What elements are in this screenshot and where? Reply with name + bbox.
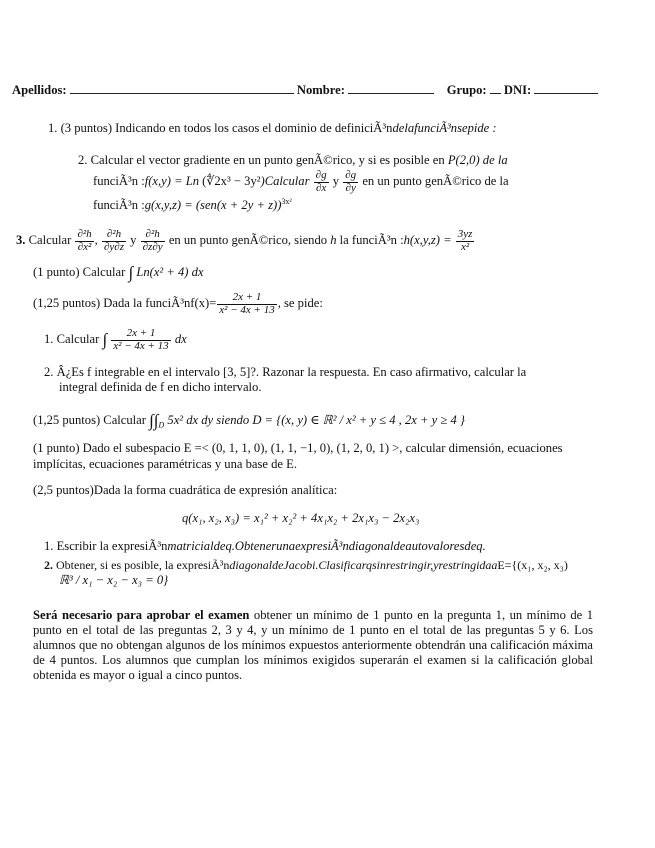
question-text-italic: delafunciÃ³nsepide :: [392, 121, 497, 135]
formula: q(x₁, x₂, x₃) = x₁² + x₂² + 4x₁x₂ + 2x₁x₃ − 2x₂x₃: [182, 511, 420, 525]
numerator: 3yz: [457, 228, 473, 240]
numerator: ∂g: [345, 169, 357, 181]
question-2-line-2: funciÃ³n :f(x,y) = Ln (∜2x³ − 3y²)Calcular $\frac{\partial g}{\partial x}$ y $\frac{\partial g}{\partial y}$ en un punto genÃ©rico de la: [93, 169, 509, 194]
question-7-line-1: [33, 441, 563, 456]
numerator: ∂²h: [102, 229, 126, 242]
grupo-field[interactable]: [490, 81, 501, 94]
fraction: [141, 229, 165, 253]
denominator: x² − 4x + 13: [219, 303, 275, 316]
footer-text: obtener un mínimo de 1 punto en la pregunta 1, un mínimo de 1 punto en el total de las preguntas 2, 3 y 4, y un mínimo de 1 punto en el total de las preguntas 5 y 6. Los alumnos que no obtengan algunos de los mínimos expuestos anteriormente obtendrán una calificación máxima de 4 puntos. Los alumnos que cumplan los mínimos exigidos superarán el examen si la calificación global obtenida es mayor o igual a cinco puntos.: [33, 608, 594, 682]
text: )Calcular: [260, 173, 310, 188]
root-formula: ∜2x³ − 3y²: [206, 173, 261, 188]
item-text: E={(x₁, x₂, x₃): [497, 558, 568, 572]
item-number: 1.: [44, 539, 54, 553]
fraction: [314, 170, 329, 194]
denominator: ∂z∂y: [142, 240, 163, 253]
denominator: ∂x: [315, 181, 327, 194]
question-7-line-2: [33, 457, 297, 472]
question-text: (1,25 puntos) Calcular: [33, 413, 146, 428]
question-8-item-2-line-2: [59, 573, 168, 588]
grupo-label: Grupo:: [446, 83, 487, 97]
question-5-item-1: [44, 328, 187, 352]
question-1: [48, 121, 497, 136]
text: , se pide:: [277, 295, 323, 310]
question-8-item-1: [44, 539, 486, 554]
integral-sign: ∫: [102, 329, 108, 349]
apellidos-field[interactable]: [70, 81, 294, 94]
dni-label: DNI:: [503, 83, 532, 97]
question-text: (1 punto) Calcular: [33, 265, 126, 280]
nombre-label: Nombre:: [296, 83, 345, 97]
differential: dx: [174, 331, 187, 346]
item-number: 2.: [44, 365, 54, 379]
variable: h: [330, 232, 337, 247]
item-text-italic: matricialdeq.ObtenerunaexpresiÃ³ndiagonaldeautovaloresdeq.: [167, 539, 486, 553]
integrand: Ln(x² + 4) dx: [136, 265, 204, 280]
formula: h(x,y,z) =: [403, 232, 452, 247]
text: y: [332, 173, 340, 188]
footer-bold: Será necesario para aprobar el examen: [33, 608, 250, 622]
point-text: P(2,0) de la: [447, 153, 508, 167]
denominator: x² − 4x + 13: [113, 339, 169, 352]
numerator: ∂²h: [77, 228, 92, 240]
integral-sign: ∫: [128, 263, 134, 282]
integral-sign: ∫∫: [149, 411, 159, 430]
fraction: [343, 170, 358, 194]
apellidos-label: Apellidos:: [12, 83, 67, 97]
quadratic-form-formula: [182, 511, 419, 526]
item-text: ℝ³ / x₁ − x₂ − x₃ = 0}: [59, 573, 169, 587]
question-number: 2.: [78, 153, 88, 167]
integrand: 5x² dx dy siendo: [167, 413, 250, 428]
fraction: [75, 229, 93, 253]
item-number: 2.: [44, 558, 53, 572]
exam-footer-note: [33, 608, 593, 683]
denominator: ∂y∂z: [103, 240, 125, 253]
question-8: [33, 483, 337, 498]
question-3: 3. Calcular $\frac{\text{∂²h}}{\text{∂x²}}$ , $\frac{\text{∂²h}}{\partial y\partial z}$ y $\frac{\text{∂²h}}{\partial z\partial y}$ en un punto genÃ©rico, siendo h la funciÃ³n :h(x,y,z) = $\frac{3yz}{\text{x²}}$: [16, 228, 473, 253]
exponent: 3x²: [281, 197, 292, 206]
denominator: ∂x²: [77, 240, 92, 253]
item-text: Calcular: [56, 331, 100, 346]
fraction: [456, 229, 475, 253]
text: Calcular: [28, 232, 72, 247]
question-5-item-2-line-2: [59, 380, 261, 395]
text: en un punto genÃ©rico, siendo: [168, 232, 328, 247]
domain-definition: D = {(x, y) ∈ ℝ² / x² + y ≤ 4 , 2x + y ≥ 4 }: [252, 413, 465, 428]
question-text: (3 puntos) Indicando en todos los casos el dominio de definiciÃ³n: [60, 121, 393, 135]
question-text: implícitas, ecuaciones paramétricas y una base de E.: [33, 457, 298, 471]
item-text-italic: diagonaldeJacobi.Clasificarqsinrestringir,yrestringidaa: [229, 558, 498, 572]
formula: g(x,y,z) = (sen(x + 2y + z)): [144, 198, 282, 213]
question-4: [33, 263, 204, 283]
numerator: 2x + 1: [111, 328, 170, 341]
text: y: [130, 232, 137, 247]
question-2-line-1: [78, 153, 508, 168]
question-5-item-2: [44, 365, 526, 380]
text: la funciÃ³n :: [339, 232, 404, 247]
question-6: [33, 411, 465, 431]
fraction: [111, 328, 170, 352]
dni-field[interactable]: [534, 81, 598, 94]
item-text: Escribir la expresiÃ³n: [56, 539, 168, 553]
question-text: Calcular el vector gradiente en un punto genÃ©rico, y si es posible en: [90, 153, 445, 167]
text: en un punto genÃ©rico de la: [362, 173, 509, 188]
question-2-line-3: [93, 197, 292, 213]
question-number: 1.: [48, 121, 58, 135]
question-text: (1,25 puntos) Dada la funciÃ³nf(x)=: [33, 295, 217, 310]
numerator: 2x + 1: [217, 292, 276, 305]
fraction: [102, 229, 126, 253]
item-number: 1.: [44, 331, 54, 346]
question-8-item-2: [44, 558, 568, 572]
question-number: 3.: [16, 232, 26, 247]
text: funciÃ³n :: [93, 198, 145, 213]
fraction: [217, 292, 276, 316]
formula: f(x,y) = Ln: [144, 173, 200, 188]
question-text: (1 punto) Dado el subespacio E =< (0, 1, 1, 0), (1, 1, −1, 0), (1, 2, 0, 1) >, calcular dimensión, ecuaciones: [33, 441, 563, 455]
item-text: integral definida de f en dicho intervalo.: [59, 380, 262, 394]
nombre-field[interactable]: [348, 81, 434, 94]
numerator: ∂g: [315, 169, 327, 181]
question-text: (2,5 puntos)Dada la forma cuadrática de expresión analítica:: [33, 483, 338, 497]
item-text: Â¿Es f integrable en el intervalo [3, 5]?. Razonar la respuesta. En caso afirmativo, calcular la: [56, 365, 527, 379]
numerator: ∂²h: [141, 229, 165, 242]
subscript: D: [158, 420, 165, 430]
denominator: ∂y: [345, 181, 356, 194]
text: funciÃ³n :: [93, 173, 145, 188]
exam-header: [12, 81, 598, 98]
item-text: Obtener, si es posible, la expresiÃ³n: [56, 558, 230, 572]
denominator: x²: [461, 240, 470, 253]
question-5: [33, 292, 323, 316]
